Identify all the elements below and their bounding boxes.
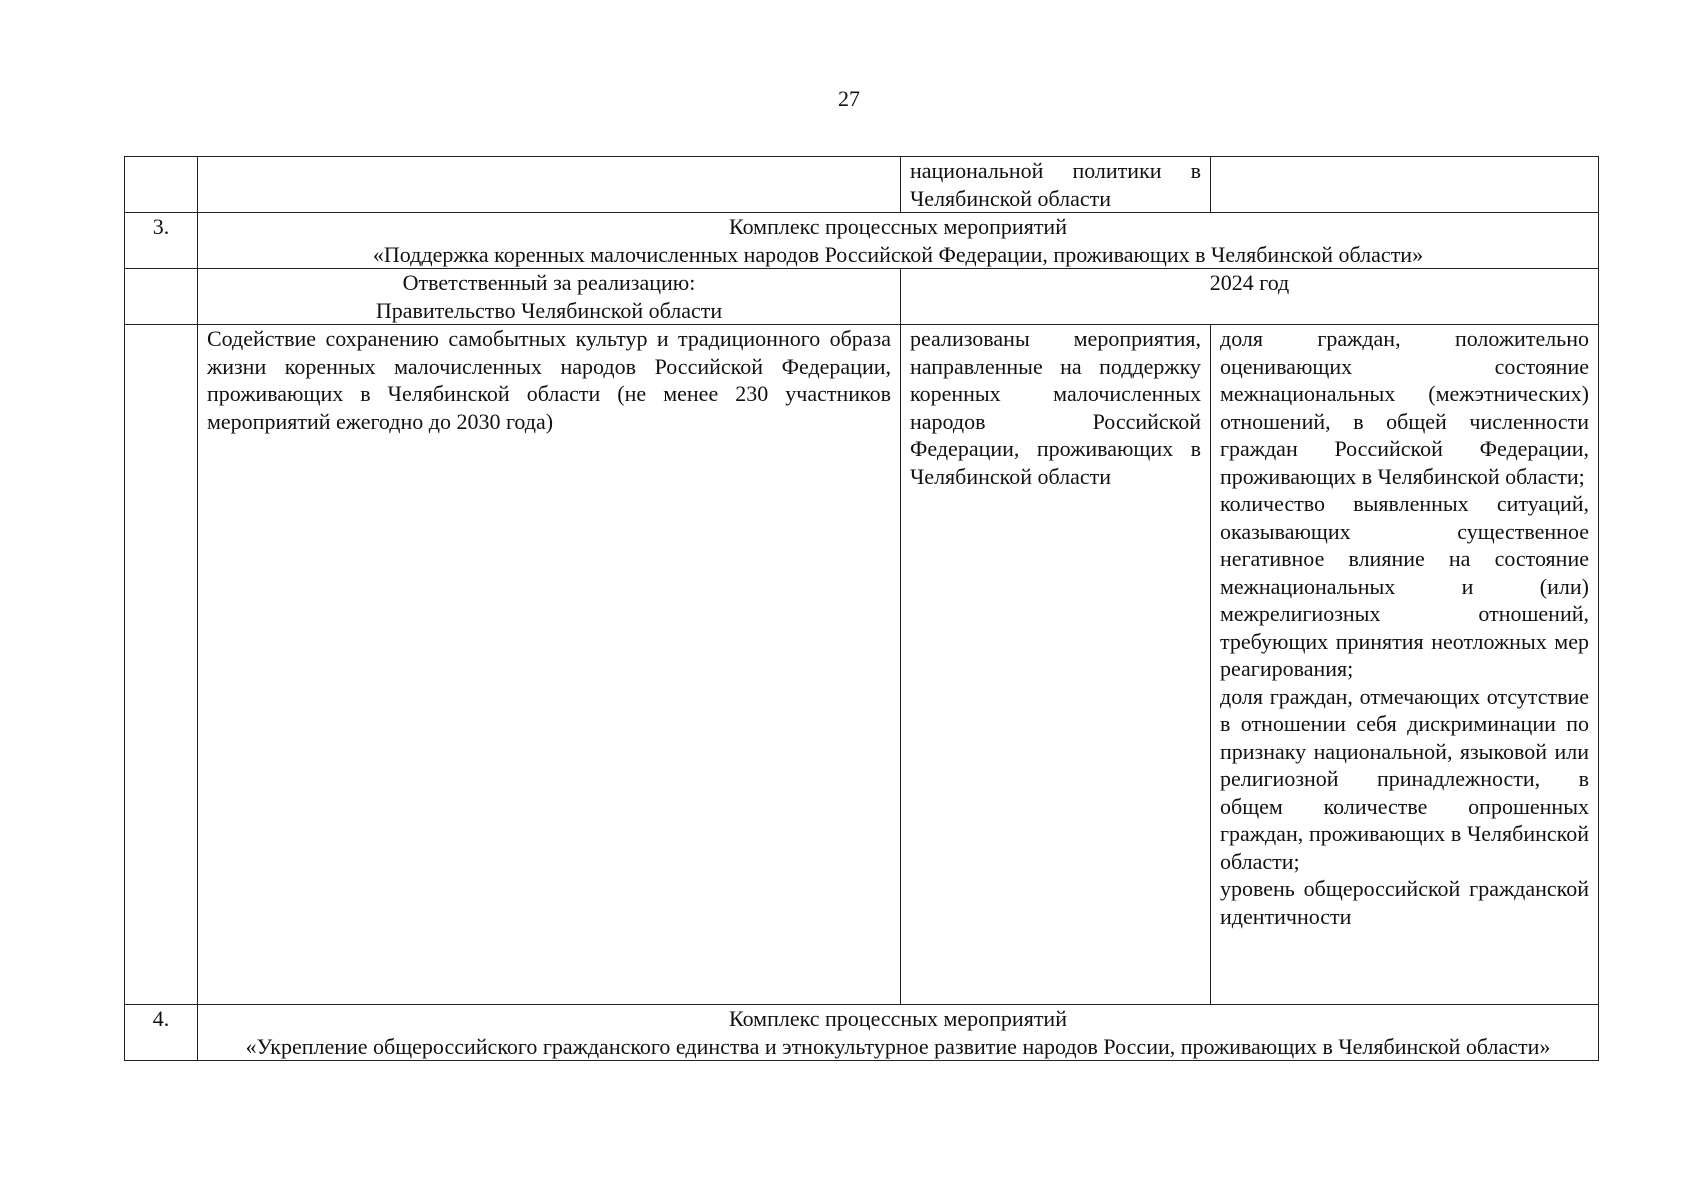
section-title-line2: «Поддержка коренных малочисленных народов Российской Федерации, проживающих в Челябинской области» bbox=[372, 241, 1424, 267]
cell-number-empty bbox=[125, 325, 198, 1005]
program-table bbox=[124, 156, 1599, 1061]
cell-result-continued: национальной политики в Челябинской области bbox=[901, 157, 1211, 213]
table-row-section4-title bbox=[125, 1005, 1599, 1061]
period-cell: 2024 год bbox=[901, 269, 1599, 325]
section-title-line1: Комплекс процессных мероприятий bbox=[729, 214, 1067, 239]
indicator-item: доля граждан, отмечающих отсутствие в отношении себя дискриминации по признаку национальной, языковой или религиозной принадлежности, в общем количестве опрошенных граждан, проживающих в Челябинской области; bbox=[1220, 683, 1589, 874]
responsible-cell bbox=[198, 269, 901, 325]
cell-number-empty bbox=[125, 157, 198, 213]
section-number: 4. bbox=[125, 1005, 198, 1061]
section-number: 3. bbox=[125, 213, 198, 269]
table-row-section3-title bbox=[125, 213, 1599, 269]
result-cell: реализованы мероприятия, направленные на поддержку коренных малочисленных народов Российской Федерации, проживающих в Челябинской области bbox=[901, 325, 1211, 1005]
indicator-item: количество выявленных ситуаций, оказывающих существенное негативное влияние на состояние межнациональных и (или) межрелигиозных отношений, требующих принятия неотложных мер реагирования; bbox=[1220, 491, 1589, 681]
responsible-name: Правительство Челябинской области bbox=[375, 297, 723, 323]
section-title-line1: Комплекс процессных мероприятий bbox=[729, 1006, 1067, 1031]
section-title bbox=[198, 1005, 1599, 1061]
table-row-responsible bbox=[125, 269, 1599, 325]
table-row-continued bbox=[125, 157, 1599, 213]
cell-indicator-empty bbox=[1211, 157, 1599, 213]
section-title bbox=[198, 213, 1599, 269]
page-number: 27 bbox=[838, 86, 860, 111]
responsible-label: Ответственный за реализацию: bbox=[402, 270, 696, 295]
cell-number-empty bbox=[125, 269, 198, 325]
indicator-item: доля граждан, положительно оценивающих состояние межнациональных (межэтнических) отношений, в общей численности граждан Российской Федерации, проживающих в Челябинской области; bbox=[1220, 326, 1589, 489]
indicator-item: уровень общероссийской гражданской идентичности bbox=[1220, 876, 1589, 929]
table-row-task bbox=[125, 325, 1599, 1005]
indicators-cell bbox=[1211, 325, 1599, 1005]
section-title-line2: «Укрепление общероссийского гражданского единства и этнокультурное развитие народов России, проживающих в Челябинской области» bbox=[245, 1033, 1551, 1059]
cell-task-empty bbox=[198, 157, 901, 213]
task-cell: Содействие сохранению самобытных культур и традиционного образа жизни коренных малочисленных народов Российской Федерации, проживающих в Челябинской области (не менее 230 участников мероприятий ежегодно до 2030 года) bbox=[198, 325, 901, 1005]
